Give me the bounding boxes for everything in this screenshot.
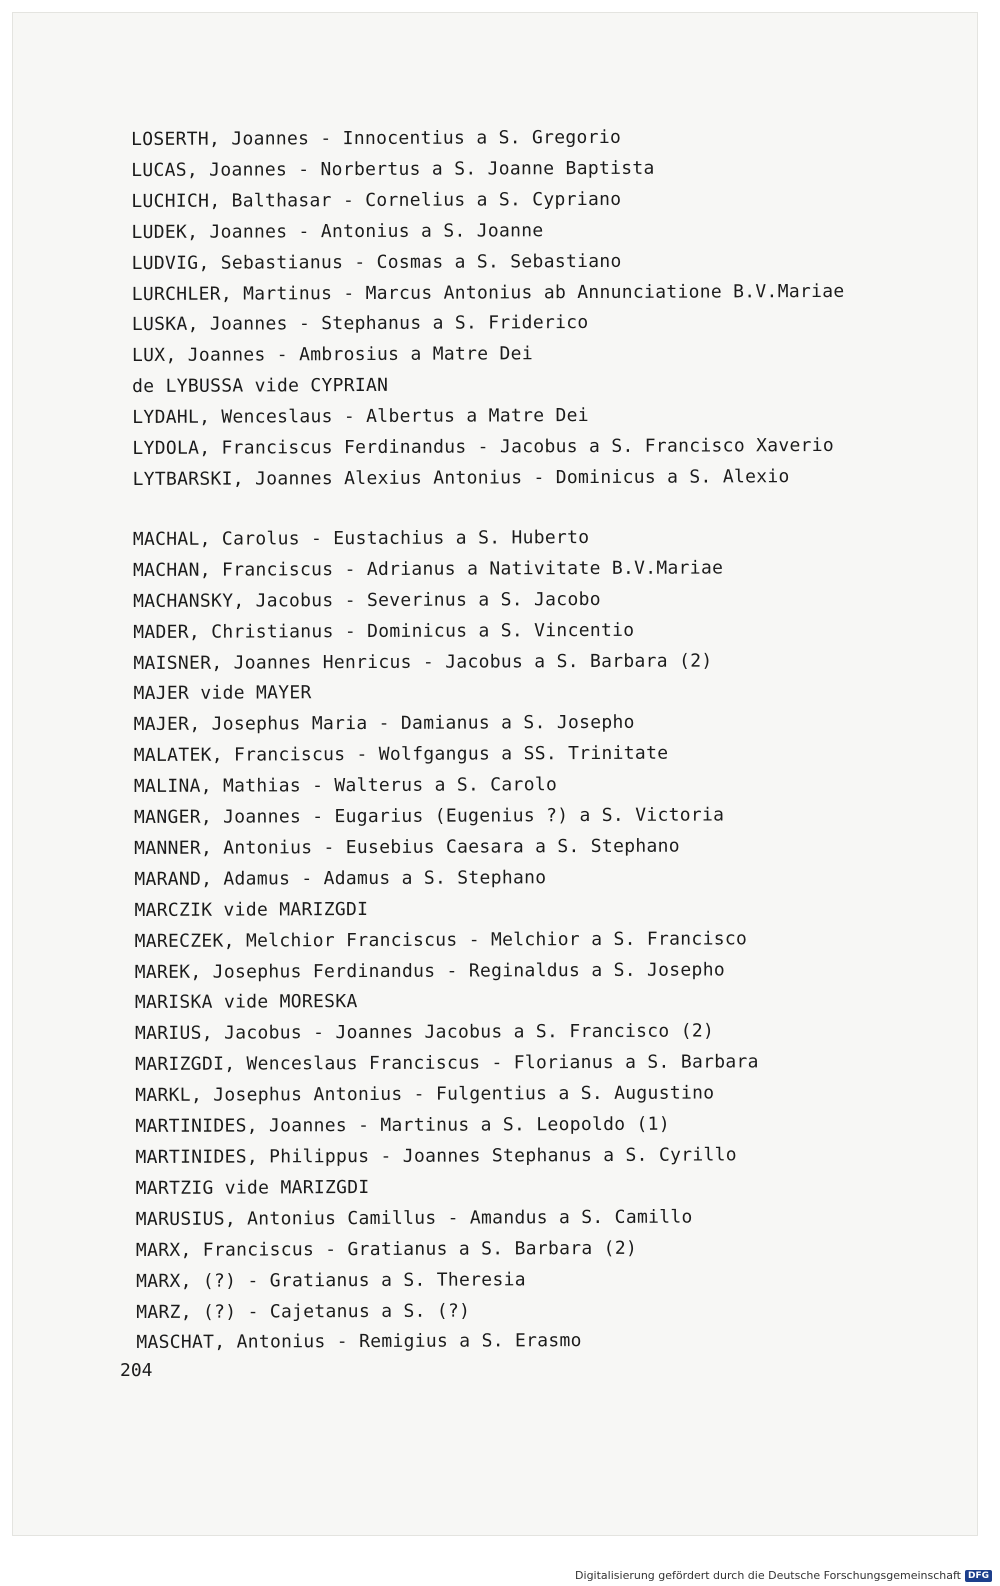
entries-group-l	[131, 122, 933, 496]
register-entry: MACHAL, Carolus - Eustachius a S. Huberto	[132, 526, 590, 550]
register-entry: MARIUS, Jacobus - Joannes Jacobus a S. Francisco (2)	[134, 1020, 715, 1045]
register-entry: MARZ, (?) - Cajetanus a S. (?)	[136, 1300, 471, 1323]
register-entry: MANGER, Joannes - Eugarius (Eugenius ?) a S. Victoria	[133, 804, 725, 829]
register-entry: MALINA, Mathias - Walterus a S. Carolo	[133, 774, 558, 798]
register-entry: LYTBARSKI, Joannes Alexius Antonius - Dominicus a S. Alexio	[132, 466, 790, 490]
register-entry: MARAND, Adamus - Adamus a S. Stephano	[134, 867, 547, 890]
register-entry: MALATEK, Franciscus - Wolfgangus a SS. Trinitate	[133, 742, 669, 767]
register-entry: MARX, (?) - Gratianus a S. Theresia	[135, 1268, 526, 1292]
register-entry: LUDVIG, Sebastianus - Cosmas a S. Sebastiano	[131, 250, 622, 274]
register-entry: MACHAN, Franciscus - Adrianus a Nativitate B.V.Mariae	[132, 557, 724, 581]
register-entry: MAJER, Josephus Maria - Damianus a S. Josepho	[133, 712, 635, 736]
register-entry: MARTINIDES, Joannes - Martinus a S. Leopoldo (1)	[135, 1113, 670, 1138]
register-entry: MARIZGDI, Wenceslaus Franciscus - Florianus a S. Barbara	[135, 1051, 759, 1076]
register-entry: LOSERTH, Joannes - Innocentius a S. Gregorio	[131, 126, 622, 150]
register-entry: MARTINIDES, Philippus - Joannes Stephanus a S. Cyrillo	[135, 1144, 737, 1168]
entries-group-m	[133, 521, 937, 1359]
register-entry: MARUSIUS, Antonius Camillus - Amandus a S. Camillo	[135, 1206, 693, 1230]
register-entry: MAISNER, Joannes Henricus - Jacobus a S. Barbara (2)	[133, 649, 713, 674]
group-separator	[133, 492, 933, 524]
register-text-block	[131, 122, 936, 1360]
register-entry: LYDAHL, Wenceslaus - Albertus a Matre Dei	[132, 405, 589, 429]
register-entry: MAJER vide MAYER	[133, 682, 312, 705]
register-entry: MACHANSKY, Jacobus - Severinus a S. Jacobo	[133, 588, 601, 612]
register-entry: MANNER, Antonius - Eusebius Caesara a S. Stephano	[134, 835, 680, 859]
register-entry: LUCHICH, Balthasar - Cornelius a S. Cypriano	[131, 188, 622, 212]
register-entry: LURCHLER, Martinus - Marcus Antonius ab Annunciatione B.V.Mariae	[131, 280, 845, 305]
register-entry: MADER, Christianus - Dominicus a S. Vincentio	[133, 619, 635, 643]
page-number: 204	[120, 1360, 153, 1381]
register-entry: LYDOLA, Franciscus Ferdinandus - Jacobus a S. Francisco Xaverio	[132, 434, 835, 460]
digitization-footer	[575, 1569, 992, 1582]
register-entry: MARKL, Josephus Antonius - Fulgentius a S. Augustino	[135, 1082, 715, 1107]
register-entry: de LYBUSSA vide CYPRIAN	[132, 375, 389, 398]
register-entry: MAREK, Josephus Ferdinandus - Reginaldus a S. Josepho	[134, 958, 726, 983]
register-entry: LUCAS, Joannes - Norbertus a S. Joanne Baptista	[131, 157, 655, 181]
register-entry: MARISKA vide MORESKA	[134, 991, 358, 1014]
register-entry: LUSKA, Joannes - Stephanus a S. Friderico	[131, 312, 589, 336]
register-entry: MASCHAT, Antonius - Remigius a S. Erasmo	[136, 1330, 582, 1354]
register-entry: MARTZIG vide MARIZGDI	[135, 1176, 370, 1199]
footer-text: Digitalisierung gefördert durch die Deutsche Forschungsgemeinschaft	[575, 1569, 961, 1582]
scanned-page	[12, 12, 978, 1536]
register-entry: LUDEK, Joannes - Antonius a S. Joanne	[131, 219, 544, 243]
register-entry: MARECZEK, Melchior Franciscus - Melchior a S. Francisco	[134, 927, 748, 952]
dfg-logo-icon: DFG	[965, 1570, 992, 1582]
register-entry: MARX, Franciscus - Gratianus a S. Barbara (2)	[135, 1237, 638, 1261]
register-entry: MARCZIK vide MARIZGDI	[134, 898, 369, 921]
register-entry: LUX, Joannes - Ambrosius a Matre Dei	[131, 343, 533, 367]
